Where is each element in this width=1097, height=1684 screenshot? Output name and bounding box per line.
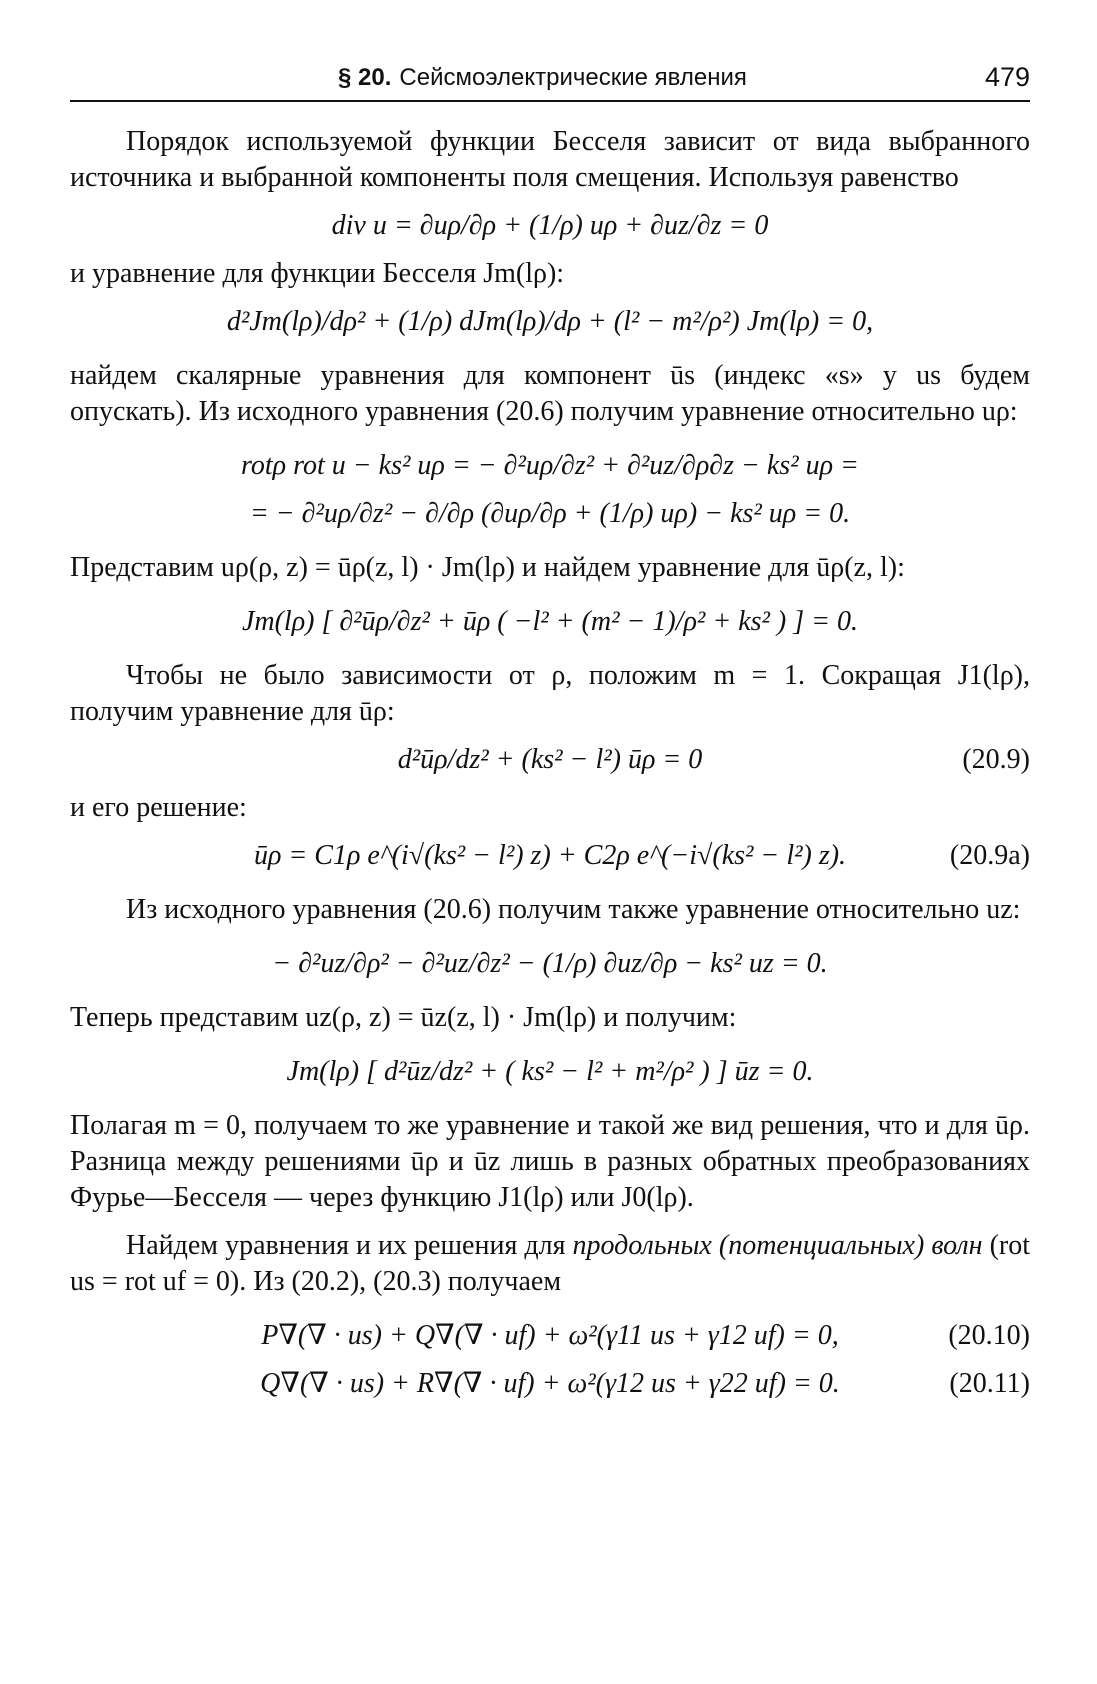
equation-div-u: div u = ∂uρ/∂ρ + (1/ρ) uρ + ∂uz/∂z = 0 (331, 210, 769, 241)
equation-number-20-9a: (20.9a) (949, 840, 1030, 871)
paragraph-9: Полагая m = 0, получаем то же уравнение и такой же вид решения, что и для ūρ. Разница между решениями ūρ и ūz лишь в разных обратных преобразованиях Фурье—Бесселя — через функцию J1(lρ) или J0(lρ). (70, 1110, 1030, 1213)
section-number: § 20. (338, 64, 392, 91)
header-title-line (338, 64, 747, 92)
paragraph-3: найдем скалярные уравнения для компонент ūs (индекс «s» у us будем опускать). Из исходного уравнения (20.6) получим уравнение относительно uρ: (70, 360, 1030, 427)
equation-jm-z: Jm(lρ) [ d²ūz/dz² + ( ks² − l² + m²/ρ² ) ] ūz = 0. (286, 1056, 814, 1087)
equation-20-10 (70, 1318, 1030, 1354)
equation-number-20-10: (20.10) (948, 1320, 1030, 1351)
equation-20-10-body: P∇(∇ · us) + Q∇(∇ · uf) + ω²(γ11 us + γ12 uf) = 0, (261, 1320, 839, 1351)
equation-20-11-body: Q∇(∇ · us) + R∇(∇ · uf) + ω²(γ12 us + γ22 uf) = 0. (260, 1368, 840, 1399)
equation-number-20-11: (20.11) (949, 1368, 1030, 1399)
equation-20-9-body: d²ūρ/dz² + (ks² − l²) ūρ = 0 (397, 744, 703, 775)
paragraph-4: Представим uρ(ρ, z) = ūρ(z, l) · Jm(lρ) и найдем уравнение для ūρ(z, l): (70, 552, 905, 583)
paragraph-7: Из исходного уравнения (20.6) получим также уравнение относительно uz: (126, 894, 1021, 925)
section-title: Сейсмоэлектрические явления (399, 64, 747, 91)
paragraph-6: и его решение: (70, 792, 247, 823)
paragraph-10-end: (rot us = rot uf = 0). Из (20.2), (20.3) получаем (70, 1230, 1031, 1297)
running-header (70, 58, 1030, 102)
book-page (70, 58, 1030, 1402)
equation-jm-rho: Jm(lρ) [ ∂²ūρ/∂z² + ūρ ( −l² + (m² − 1)/ρ² + ks² ) ] = 0. (241, 606, 859, 637)
paragraph-10-emphasis: продольных (потенциальных) волн (572, 1230, 983, 1261)
paragraph-10 (70, 1228, 1030, 1300)
equation-20-9 (70, 742, 1030, 778)
paragraph-5: Чтобы не было зависимости от ρ, положим m = 1. Сокращая J1(lρ), получим уравнение для ūρ: (70, 660, 1030, 727)
paragraph-1: Порядок используемой функции Бесселя зависит от вида выбранного источника и выбранной компоненты поля смещения. Используя равенство (70, 126, 1030, 193)
page-number: 479 (984, 62, 1030, 92)
paragraph-2: и уравнение для функции Бесселя Jm(lρ): (70, 258, 565, 289)
equation-number-20-9: (20.9) (962, 744, 1030, 775)
equation-rot-line-2: = − ∂²uρ/∂z² − ∂/∂ρ (∂uρ/∂ρ + (1/ρ) uρ) − ks² uρ = 0. (249, 498, 851, 529)
equation-bessel: d²Jm(lρ)/dρ² + (1/ρ) dJm(lρ)/dρ + (l² − m²/ρ²) Jm(lρ) = 0, (226, 306, 874, 337)
equation-uz: − ∂²uz/∂ρ² − ∂²uz/∂z² − (1/ρ) ∂uz/∂ρ − ks² uz = 0. (272, 948, 828, 979)
paragraph-8: Теперь представим uz(ρ, z) = ūz(z, l) · Jm(lρ) и получим: (70, 1002, 737, 1033)
equation-rot-line-1: rotρ rot u − ks² uρ = − ∂²uρ/∂z² + ∂²uz/∂ρ∂z − ks² uρ = (241, 450, 859, 481)
equation-20-11 (70, 1366, 1030, 1402)
equation-20-9a-body: ūρ = C1ρ e^(i√(ks² − l²) z) + C2ρ e^(−i√(ks² − l²) z). (253, 840, 847, 871)
equation-20-9a (70, 838, 1030, 874)
paragraph-10-start: Найдем уравнения и их решения для (126, 1230, 573, 1261)
